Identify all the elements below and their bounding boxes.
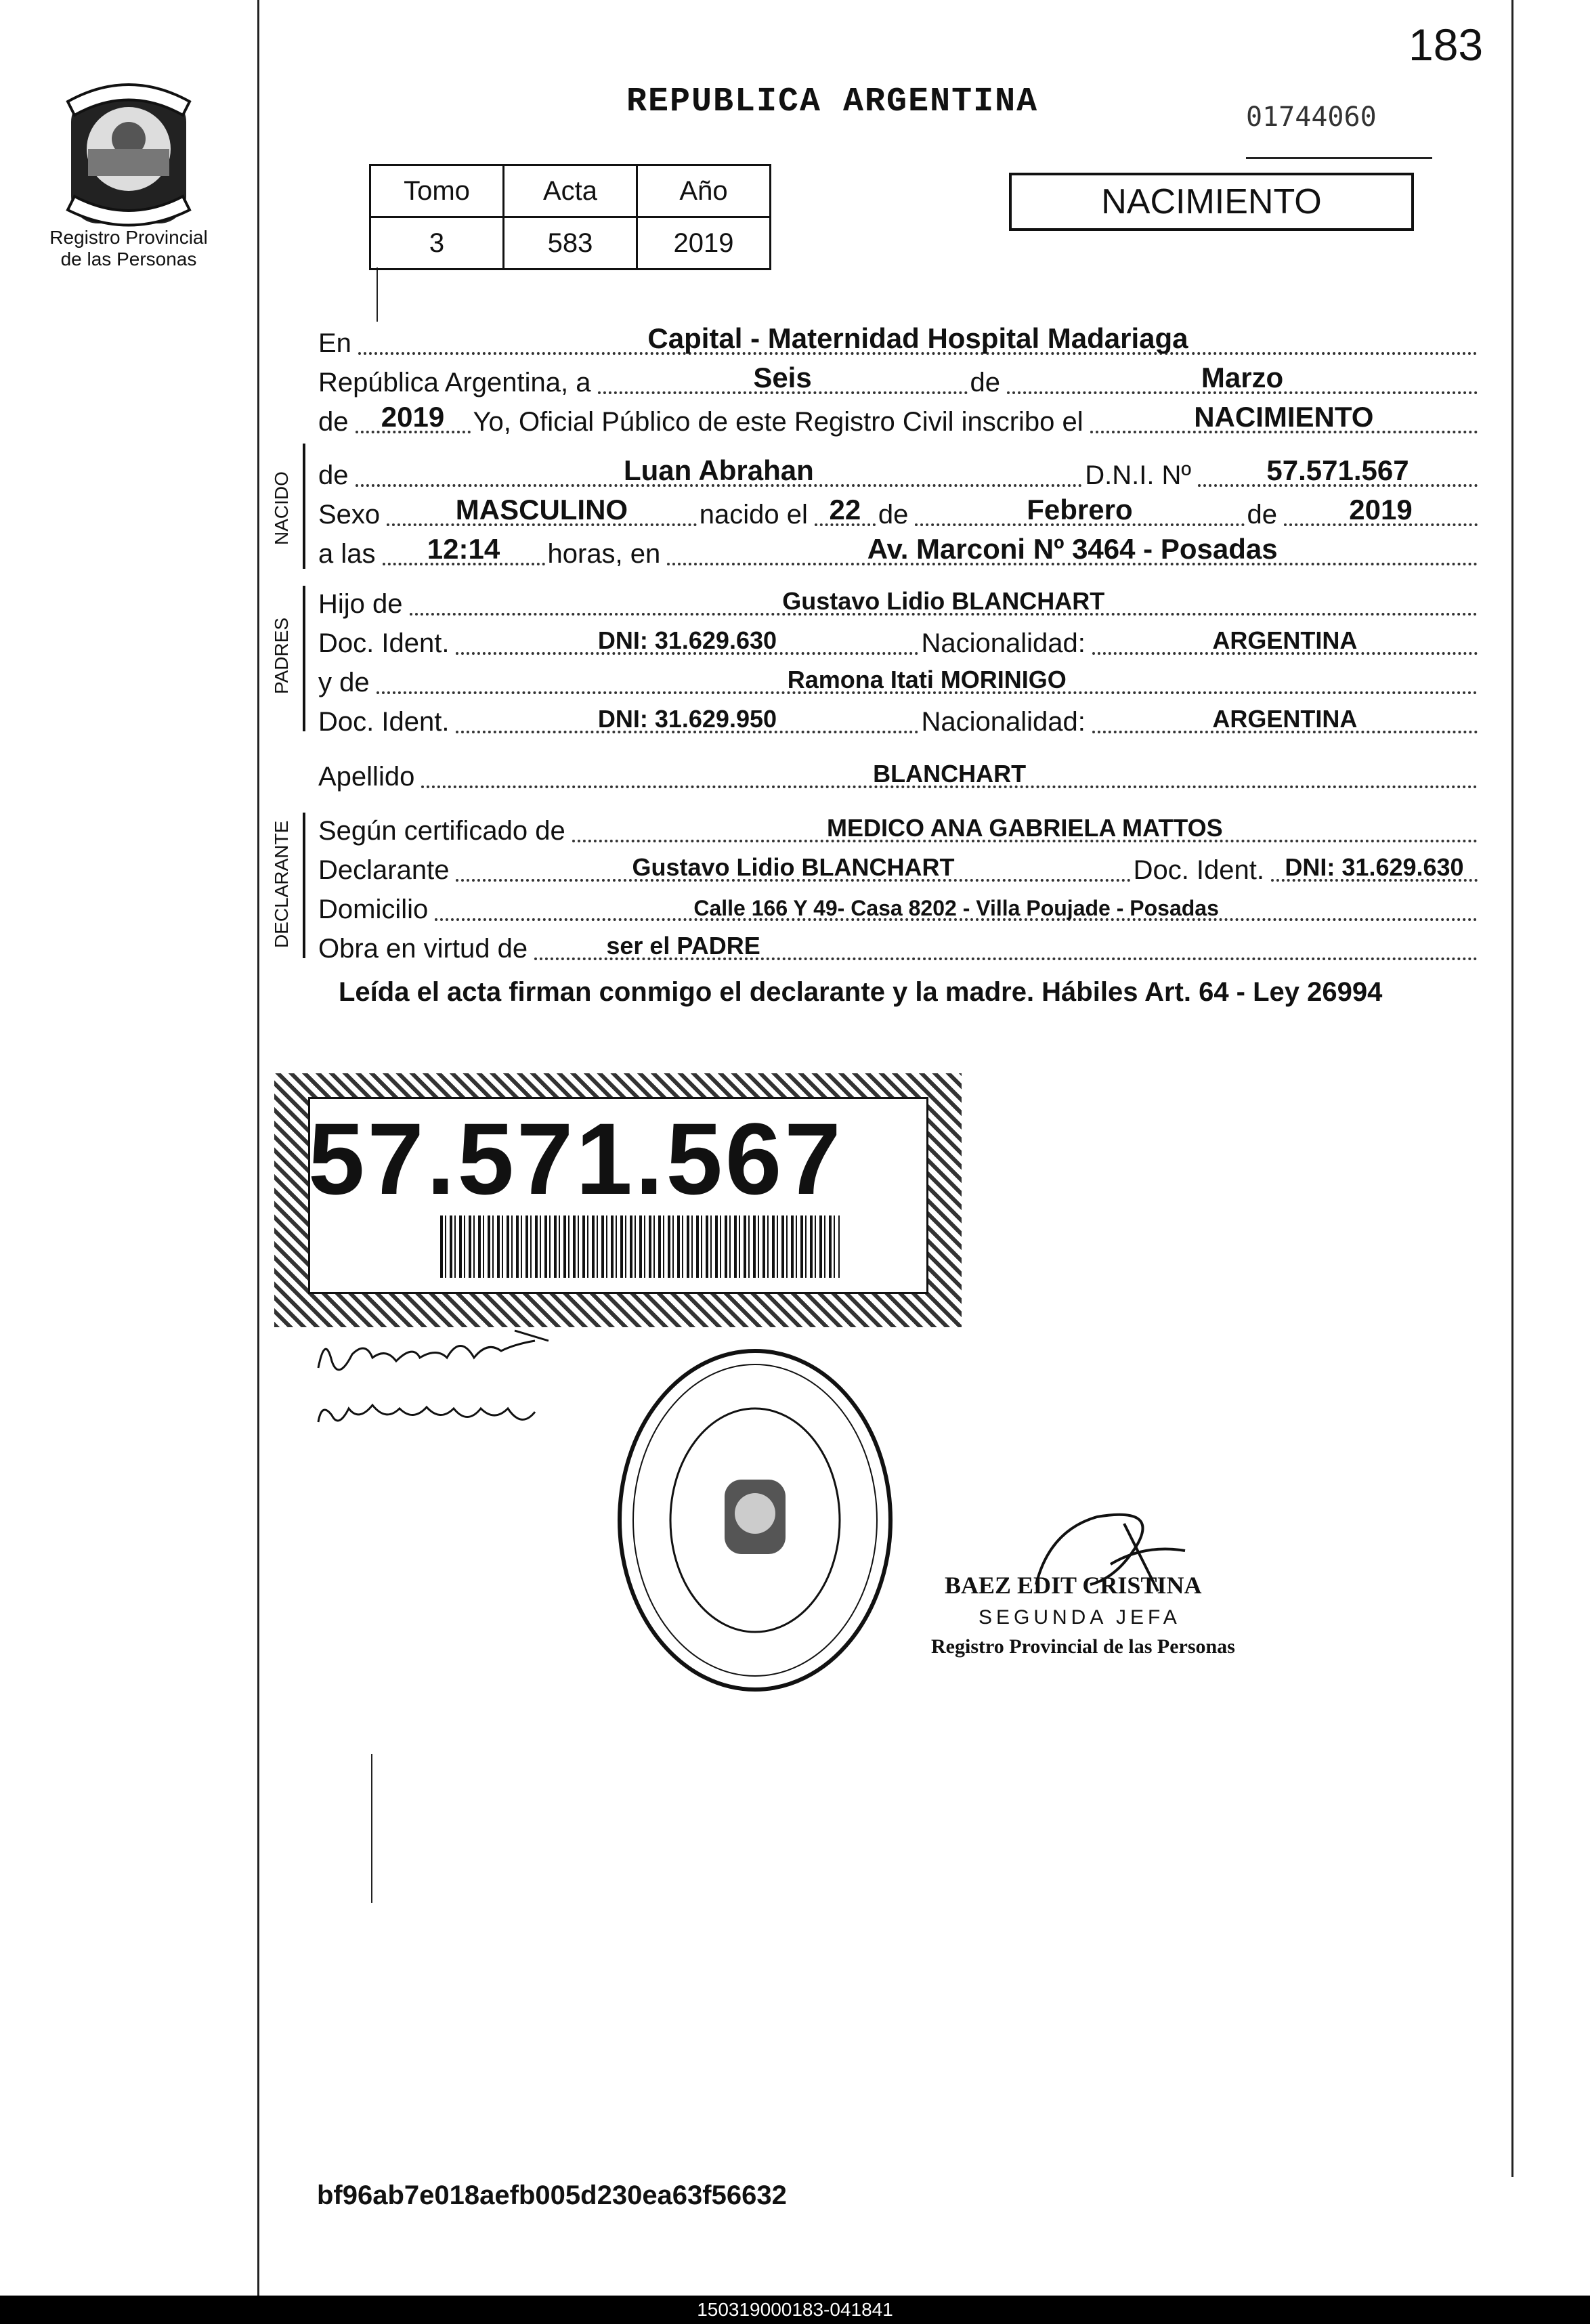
label-doc-padre: Doc. Ident. [318,628,450,658]
row-obra [318,924,1480,964]
official-org: Registro Provincial de las Personas [931,1635,1235,1658]
label-nacido-el: nacido el [699,500,808,530]
label-doc-declarante: Doc. Ident. [1133,855,1264,885]
official-seal [613,1344,897,1696]
label-en: En [318,328,351,358]
side-label-declarante: DECLARANTE [271,820,292,948]
serial-underline [1246,157,1432,159]
id-stamp-number: 57.571.567 [308,1102,844,1215]
short-tick-line-lower [371,1754,372,1903]
value-lugar: Av. Marconi Nº 3464 - Posadas [867,533,1278,565]
value-anio-nac: 2019 [1349,494,1413,525]
value-obra: ser el PADRE [606,932,760,960]
short-tick-line [377,267,378,322]
value-padre-doc: DNI: 31.629.630 [597,626,777,654]
value-certificado: MEDICO ANA GABRIELA MATTOS [827,814,1223,842]
value-apellido: BLANCHART [873,760,1027,788]
serial-number: 01744060 [1246,102,1377,133]
signatures-handwritten [311,1320,569,1442]
label-y-de: y de [318,668,370,697]
label-hijo: Hijo de [318,589,403,619]
row-republica [318,358,1480,398]
label-de2: de [318,407,349,437]
row-declarante [318,845,1480,886]
label-a-las: a las [318,539,376,569]
value-padre-nac: ARGENTINA [1212,626,1358,654]
right-margin-line [1511,0,1513,2177]
label-sexo: Sexo [318,500,381,530]
value-mes: Marzo [1201,362,1284,393]
side-label-padres: PADRES [271,617,292,694]
row-oficial [318,397,1480,437]
row-certificado [318,806,1480,846]
value-acto: NACIMIENTO [1194,401,1374,433]
row-nombre [318,450,1480,491]
label-de-nombre: de [318,460,349,490]
value-anio: 2019 [637,217,771,270]
row-y-de [318,658,1480,698]
value-domicilio: Calle 166 Y 49- Casa 8202 - Villa Poujade - Posadas [693,896,1219,920]
row-apellido [318,752,1480,792]
row-sexo [318,490,1480,530]
page-title: REPUBLICA ARGENTINA [626,83,1039,121]
record-table [369,164,771,270]
row-domicilio [318,884,1480,925]
value-padre: Gustavo Lidio BLANCHART [782,587,1105,615]
value-sexo: MASCULINO [455,494,628,525]
value-tomo: 3 [370,217,504,270]
value-madre: Ramona Itati MORINIGO [787,666,1067,693]
value-nombre: Luan Abrahan [623,454,814,486]
value-madre-nac: ARGENTINA [1212,705,1358,733]
side-label-nacido: NACIDO [271,471,292,545]
value-mes-nac: Febrero [1027,494,1133,525]
row-doc-madre [318,697,1480,737]
declarante-bracket [303,813,305,958]
label-republica: República Argentina, a [318,368,591,397]
barcode [440,1215,840,1278]
province-logo [47,74,210,230]
value-hora: 12:14 [427,533,500,565]
official-name: BAEZ EDIT CRISTINA [945,1572,1202,1599]
value-dni: 57.571.567 [1266,454,1409,486]
label-dni: D.N.I. Nº [1085,460,1192,490]
padres-bracket [303,586,305,731]
row-hora [318,529,1480,569]
value-dia: Seis [753,362,812,393]
logo-caption-line2: de las Personas [60,249,197,270]
closing-note: Leída el acta firman conmigo el declarante y la madre. Hábiles Art. 64 - Ley 26994 [339,977,1383,1007]
document-hash: bf96ab7e018aefb005d230ea63f56632 [317,2180,787,2210]
nacido-bracket [303,444,305,569]
label-obra: Obra en virtud de [318,934,528,964]
label-doc-madre: Doc. Ident. [318,707,450,737]
value-en: Capital - Maternidad Hospital Madariaga [647,322,1188,354]
header-tomo: Tomo [370,165,504,217]
row-hijo [318,579,1480,620]
value-declarante: Gustavo Lidio BLANCHART [632,853,955,881]
label-declarante: Declarante [318,855,450,885]
logo-caption [27,227,230,270]
header-anio: Año [637,165,771,217]
label-certificado: Según certificado de [318,816,565,846]
value-doc-declarante: DNI: 31.629.630 [1285,853,1464,881]
value-acta: 583 [504,217,637,270]
record-type-box: NACIMIENTO [1009,173,1414,231]
page-number: 183 [1409,20,1484,70]
label-nac-madre: Nacionalidad: [921,707,1086,737]
label-de-anio: de [1247,500,1278,530]
label-de-mes: de [878,500,909,530]
logo-caption-line1: Registro Provincial [49,227,208,248]
label-nac-padre: Nacionalidad: [921,628,1086,658]
value-anio-intro: 2019 [381,401,445,433]
official-role: SEGUNDA JEFA [979,1606,1181,1629]
label-oficial: Yo, Oficial Público de este Registro Civil inscribo el [473,407,1083,437]
label-domicilio: Domicilio [318,895,429,924]
label-horas-en: horas, en [547,539,661,569]
label-apellido: Apellido [318,762,415,792]
value-madre-doc: DNI: 31.629.950 [597,705,777,733]
left-margin-line [257,0,259,2296]
row-en [318,318,1480,359]
footer-code: 150319000183-041841 [0,2296,1590,2324]
label-de: de [970,368,1001,397]
value-dia-nac: 22 [829,494,861,525]
row-doc-padre [318,618,1480,659]
header-acta: Acta [504,165,637,217]
